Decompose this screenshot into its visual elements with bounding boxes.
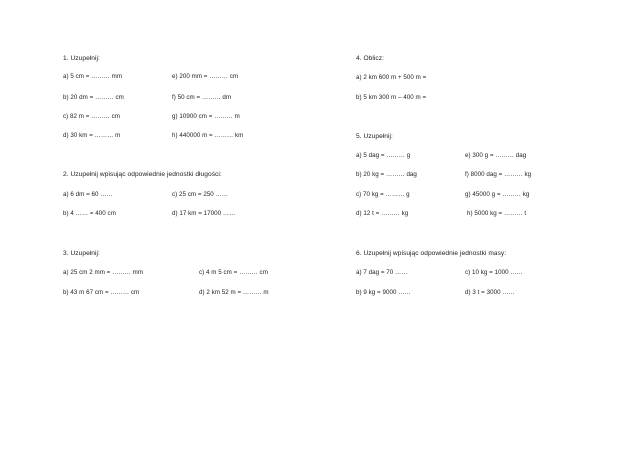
s2-item-b: b) 4 …… = 400 cm: [63, 210, 116, 217]
s2-item-d: d) 17 km = 17000 ……: [172, 210, 236, 217]
section-4-title: 4. Oblicz:: [356, 55, 384, 62]
s1-item-a: a) 5 cm = ……… mm: [63, 73, 123, 80]
s5-item-c: c) 70 kg = ……… g: [356, 191, 410, 198]
s5-item-g: g) 45000 g = ……… kg: [465, 191, 530, 198]
s2-item-a: a) 6 dm = 60 ……: [63, 191, 113, 198]
section-3-title: 3. Uzupełnij:: [63, 250, 100, 257]
s3-item-a: a) 25 cm 2 mm = ……… mm: [63, 269, 143, 276]
s4-item-b: b) 5 km 300 m – 400 m =: [356, 94, 427, 101]
section-2-title: 2. Uzupełnij wpisując odpowiednie jednostki długości:: [63, 171, 222, 178]
s6-item-b: b) 9 kg = 9000 ……: [356, 289, 411, 296]
section-1-title: 1. Uzupełnij:: [63, 55, 100, 62]
s1-item-c: c) 82 m = ……… cm: [63, 113, 121, 120]
s5-item-h: h) 5000 kg = ……… t: [467, 210, 527, 217]
s1-item-b: b) 20 dm = ……… cm: [63, 94, 124, 101]
s5-item-e: e) 300 g = ……… dag: [465, 152, 527, 159]
s5-item-d: d) 12 t = ……… kg: [356, 210, 409, 217]
s4-item-a: a) 2 km 600 m + 500 m =: [356, 74, 427, 81]
s1-item-g: g) 10900 cm = ……… m: [172, 113, 240, 120]
s6-item-a: a) 7 dag = 70 ……: [356, 269, 408, 276]
s6-item-c: c) 10 kg = 1000 ……: [465, 269, 523, 276]
s5-item-a: a) 5 dag = ……… g: [356, 152, 411, 159]
s2-item-c: c) 25 cm = 250 ……: [172, 191, 229, 198]
s6-item-d: d) 3 t = 3000 ……: [465, 289, 515, 296]
s3-item-b: b) 43 m 67 cm = ……… cm: [63, 289, 140, 296]
s5-item-f: f) 8000 dag = ……… kg: [465, 171, 532, 178]
section-5-title: 5. Uzupełnij:: [356, 133, 393, 140]
s3-item-d: d) 2 km 52 m = ……… m: [199, 289, 269, 296]
s3-item-c: c) 4 m 5 cm = ……… cm: [199, 269, 268, 276]
s5-item-b: b) 20 kg = ……… dag: [356, 171, 417, 178]
section-6-title: 6. Uzupełnij wpisując odpowiednie jednostki masy:: [356, 250, 507, 257]
s1-item-f: f) 50 cm = ……… dm: [172, 94, 232, 101]
s1-item-e: e) 200 mm = ……… cm: [172, 73, 239, 80]
s1-item-h: h) 440000 m = ……… km: [172, 132, 244, 139]
s1-item-d: d) 30 km = ……… m: [63, 132, 121, 139]
